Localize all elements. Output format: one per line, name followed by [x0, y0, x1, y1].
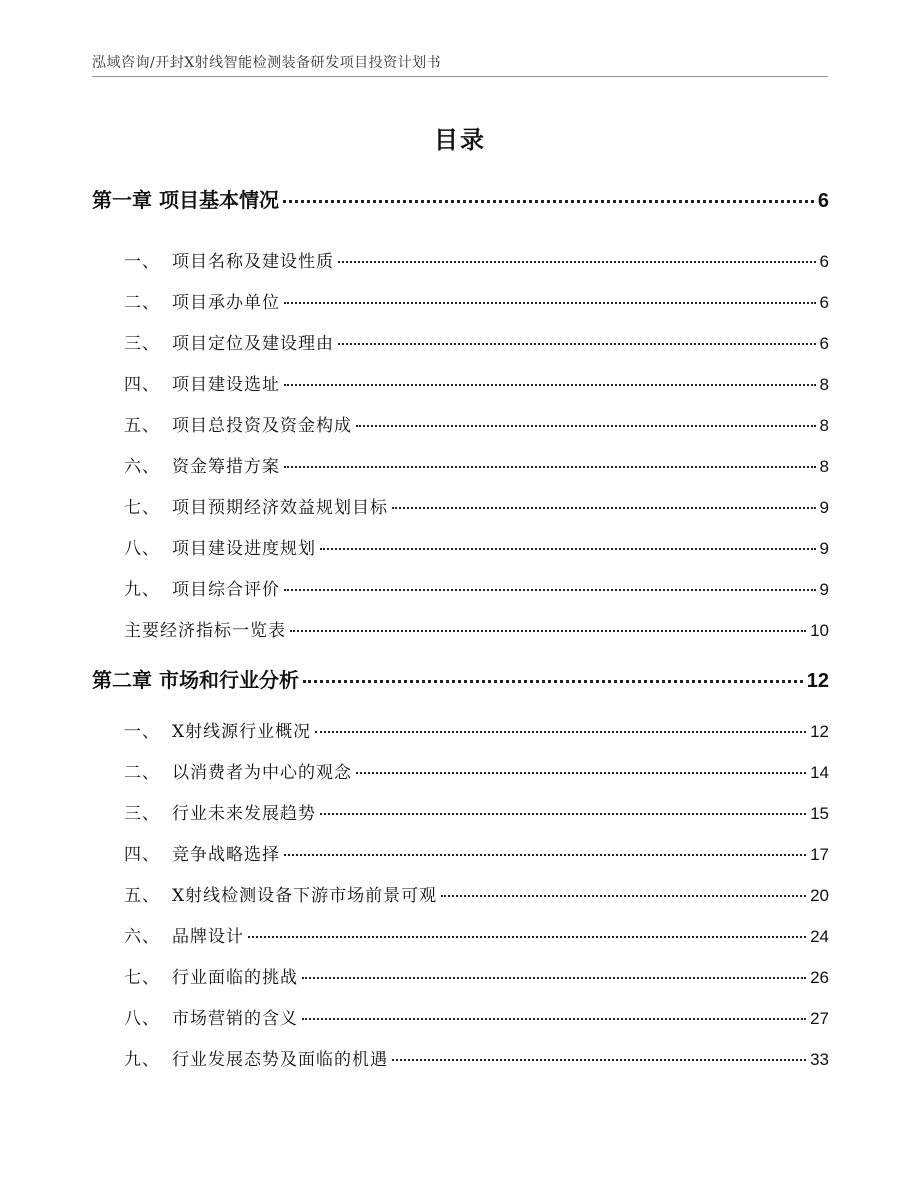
toc-entry-number: 九、 [124, 580, 160, 600]
toc-chapter-2[interactable] [92, 664, 829, 693]
toc-entry-label: 项目承办单位 [172, 293, 280, 313]
toc-entry-label: 以消费者为中心的观念 [172, 763, 352, 783]
toc-entry-label: 资金筹措方案 [172, 457, 280, 477]
toc-entry[interactable] [124, 799, 829, 824]
toc-entry-label: 主要经济指标一览表 [124, 621, 286, 641]
toc-entry[interactable] [124, 452, 829, 477]
toc-entry-label: 项目名称及建设性质 [172, 252, 334, 272]
toc-entry[interactable] [124, 288, 829, 313]
toc-leader [302, 1018, 806, 1020]
toc-page-number: 17 [810, 845, 829, 864]
toc-chapter-label: 第一章 项目基本情况 [92, 188, 279, 212]
toc-entry-number: 七、 [124, 968, 160, 988]
toc-leader [392, 1059, 806, 1061]
toc-entry[interactable] [124, 534, 829, 559]
toc-leader [284, 589, 816, 591]
toc-leader [356, 772, 806, 774]
toc-entry-number: 六、 [124, 927, 160, 947]
toc-entry[interactable] [124, 1045, 829, 1070]
toc-entry-number: 八、 [124, 539, 160, 559]
toc-entry[interactable] [124, 370, 829, 395]
toc-leader [284, 466, 816, 468]
toc-entry-number: 二、 [124, 293, 160, 313]
toc-entry-number: 八、 [124, 1009, 160, 1029]
toc-entry-label: 竞争战略选择 [172, 845, 280, 865]
toc-leader [248, 936, 806, 938]
toc-page-number: 6 [817, 190, 829, 212]
toc-entry-number: 三、 [124, 334, 160, 354]
toc-leader [303, 680, 803, 683]
toc-page-number: 12 [806, 670, 829, 692]
toc-leader [315, 731, 806, 733]
toc-entry[interactable] [124, 247, 829, 272]
toc-chapter-label: 第二章 市场和行业分析 [92, 668, 299, 692]
toc-entry[interactable] [124, 329, 829, 354]
header-divider [92, 76, 828, 77]
toc-leader [290, 630, 806, 632]
toc-entry[interactable] [124, 963, 829, 988]
document-header: 泓域咨询/开封X射线智能检测装备研发项目投资计划书 [92, 55, 442, 71]
toc-page-number: 6 [819, 334, 829, 353]
toc-entry[interactable] [124, 881, 829, 906]
toc-entry[interactable] [124, 411, 829, 436]
toc-page-number: 24 [810, 927, 829, 946]
toc-entry-number: 五、 [124, 886, 160, 906]
toc-entry-number: 五、 [124, 416, 160, 436]
toc-entry[interactable] [124, 840, 829, 865]
toc-title: 目录 [434, 125, 486, 154]
toc-leader [284, 302, 816, 304]
toc-page-number: 33 [810, 1050, 829, 1069]
toc-page-number: 9 [819, 498, 829, 517]
toc-entry-label: 项目总投资及资金构成 [172, 416, 352, 436]
toc-leader [320, 548, 816, 550]
toc-page-number: 6 [819, 252, 829, 271]
toc-leader [302, 977, 806, 979]
toc-page-number: 26 [810, 968, 829, 987]
toc-entry[interactable] [124, 717, 829, 742]
toc-entry-label: 行业发展态势及面临的机遇 [172, 1050, 388, 1070]
toc-leader [284, 854, 806, 856]
toc-leader [320, 813, 806, 815]
toc-page-number: 10 [810, 621, 829, 640]
toc-page-number: 20 [810, 886, 829, 905]
toc-page-number: 9 [819, 539, 829, 558]
toc-entry-label: 市场营销的含义 [172, 1009, 298, 1029]
toc-entry-label: 项目建设进度规划 [172, 539, 316, 559]
toc-entry-number: 六、 [124, 457, 160, 477]
toc-leader [338, 261, 816, 263]
toc-entry[interactable] [124, 1004, 829, 1029]
toc-entry[interactable] [124, 575, 829, 600]
toc-leader [356, 425, 816, 427]
toc-entry[interactable] [124, 616, 829, 641]
toc-leader [283, 200, 814, 203]
toc-entry-label: 项目预期经济效益规划目标 [172, 498, 388, 518]
toc-leader [284, 384, 816, 386]
toc-entry[interactable] [124, 493, 829, 518]
toc-page-number: 12 [810, 722, 829, 741]
toc-page-number: 8 [819, 416, 829, 435]
toc-leader [441, 895, 806, 897]
toc-entry-label: 品牌设计 [172, 927, 244, 947]
toc-entry[interactable] [124, 922, 829, 947]
toc-entry[interactable] [124, 758, 829, 783]
toc-page-number: 8 [819, 457, 829, 476]
toc-page-number: 14 [810, 763, 829, 782]
toc-page-number: 9 [819, 580, 829, 599]
toc-entry-number: 四、 [124, 845, 160, 865]
toc-leader [338, 343, 816, 345]
toc-entry-number: 九、 [124, 1050, 160, 1070]
toc-entry-label: 项目综合评价 [172, 580, 280, 600]
toc-chapter-1[interactable] [92, 184, 829, 213]
toc-entry-label: 项目定位及建设理由 [172, 334, 334, 354]
toc-entry-number: 七、 [124, 498, 160, 518]
toc-entry-number: 二、 [124, 763, 160, 783]
toc-entry-number: 一、 [124, 252, 160, 272]
toc-leader [392, 507, 816, 509]
toc-entry-number: 四、 [124, 375, 160, 395]
toc-entry-number: 三、 [124, 804, 160, 824]
toc-page-number: 6 [819, 293, 829, 312]
toc-entry-label: X射线检测设备下游市场前景可观 [172, 886, 438, 906]
toc-page-number: 15 [810, 804, 829, 823]
toc-page-number: 8 [819, 375, 829, 394]
toc-entry-label: 行业面临的挑战 [172, 968, 298, 988]
toc-entry-label: 项目建设选址 [172, 375, 280, 395]
toc-entry-label: X射线源行业概况 [172, 722, 312, 742]
toc-page-number: 27 [810, 1009, 829, 1028]
toc-entry-label: 行业未来发展趋势 [172, 804, 316, 824]
toc-entry-number: 一、 [124, 722, 160, 742]
